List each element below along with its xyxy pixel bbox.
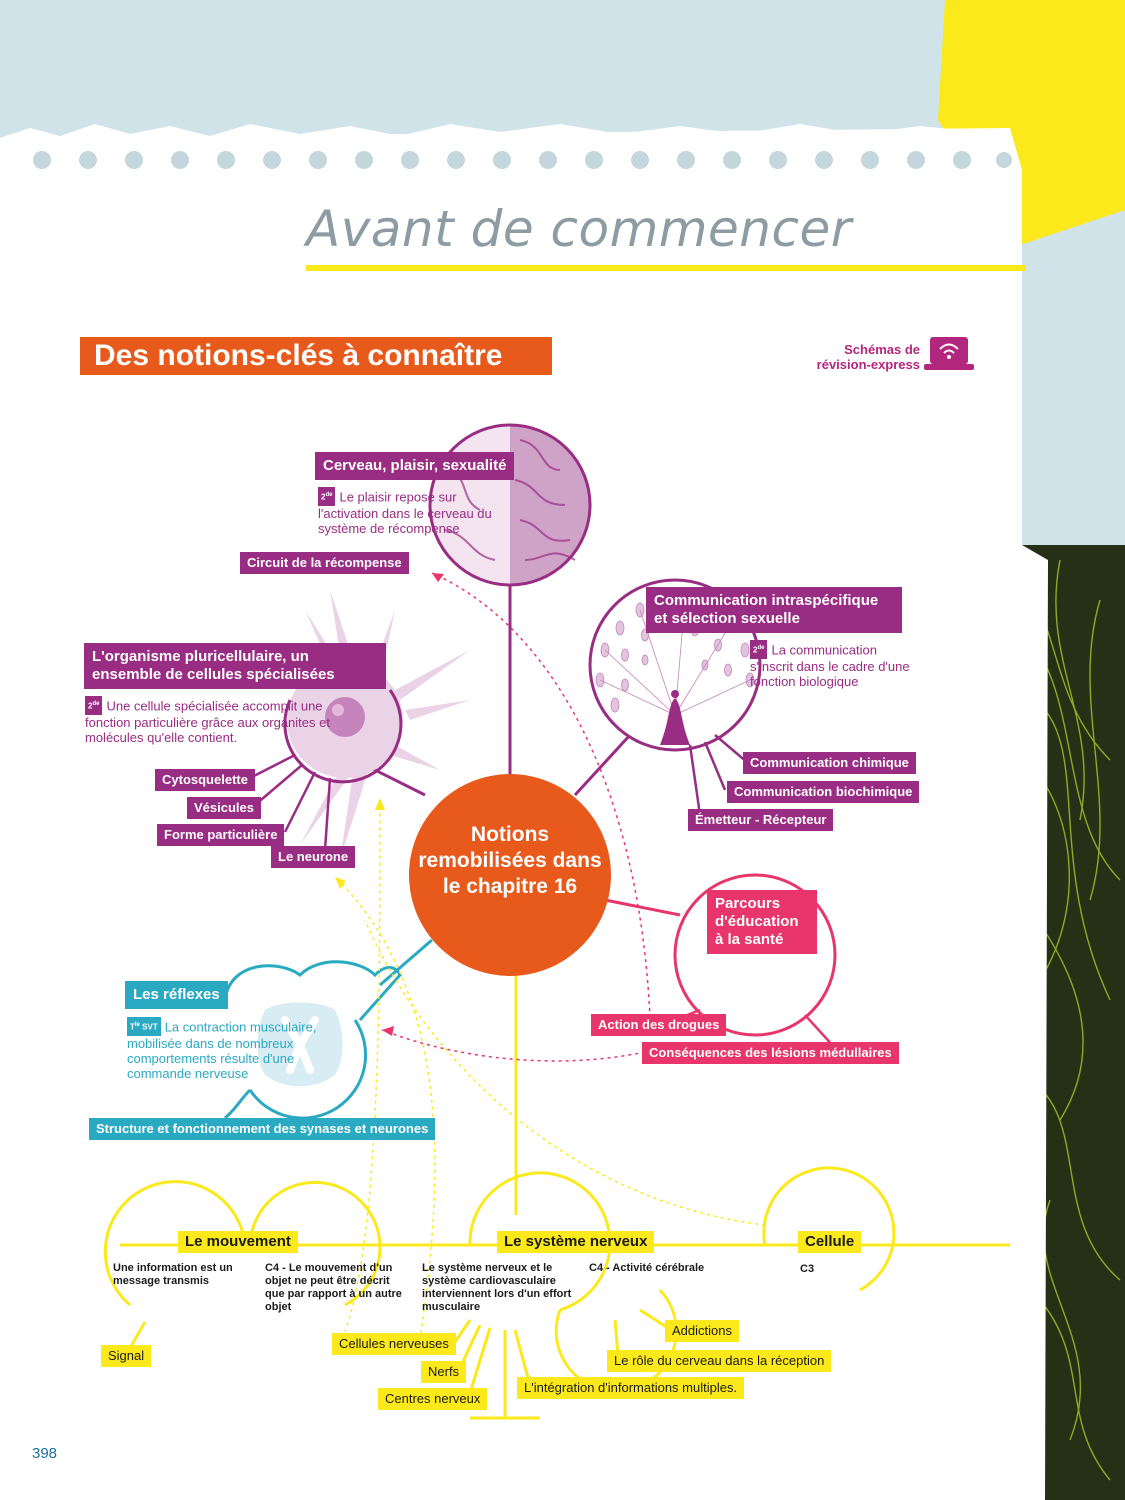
cerveau-title: Cerveau, plaisir, sexualité (315, 452, 514, 480)
page-number: 398 (32, 1445, 58, 1462)
revision-line-1: Schémas de (844, 342, 920, 357)
cellule-title: Cellule (798, 1231, 861, 1253)
tag-vesicules: Vésicules (187, 797, 261, 819)
revision-line-2: révision-express (816, 357, 920, 372)
organisme-text: Une cellule spécialisée accomplit une fonction particulière grâce aux organites et molécules qu'elle contient. (85, 698, 330, 745)
laptop-wifi-icon (924, 337, 974, 370)
tag-addictions: Addictions (665, 1320, 739, 1342)
organisme-description (85, 696, 335, 745)
center-node-label: Notions remobilisées dans le chapitre 16 (418, 823, 602, 898)
cellule-text: C3 (800, 1263, 815, 1275)
tag-emetteur-recepteur: Émetteur - Récepteur (688, 809, 833, 831)
tag-consequences-lesions: Conséquences des lésions médullaires (642, 1042, 899, 1064)
tag-cellules-nerveuses: Cellules nerveuses (332, 1333, 456, 1355)
tag-communication-chimique: Communication chimique (743, 752, 916, 774)
tag-signal: Signal (101, 1345, 151, 1367)
tag-nerfs: Nerfs (421, 1361, 466, 1383)
tag-cytosquelette: Cytosquelette (155, 769, 255, 791)
communication-title: Communication intraspécifique et sélection sexuelle (646, 587, 902, 633)
systeme-title: Le système nerveux (497, 1231, 654, 1253)
tag-forme-particuliere: Forme particulière (157, 824, 284, 846)
systeme-text-right: C4 - Activité cérébrale (589, 1262, 705, 1274)
level-badge: 2de (750, 640, 767, 659)
cerveau-text: Le plaisir repose sur l'activation dans le cerveau du système de récompense (318, 489, 492, 536)
reflexes-text: La contraction musculaire, mobilisée dans de nombreux comportements résulte d'une commande nerveuse (127, 1019, 317, 1081)
cerveau-description (318, 487, 498, 536)
level-badge: $T^{le}$ SVT (127, 1017, 161, 1036)
level-badge: 2de (85, 696, 102, 715)
tag-structure-synapses: Structure et fonctionnement des synases et neurones (89, 1118, 435, 1140)
systeme-text-left: Le système nerveux et le système cardiovasculaire interviennent lors d'un effort musculaire (422, 1262, 572, 1313)
communication-text: La communication s'inscrit dans le cadre d'une fonction biologique (750, 642, 910, 689)
level-badge: 2de (318, 487, 335, 506)
page-title: Avant de commencer (306, 200, 852, 258)
mouvement-title: Le mouvement (178, 1231, 298, 1253)
tag-circuit-recompense: Circuit de la récompense (240, 552, 409, 574)
revision-express-link[interactable] (800, 342, 920, 372)
tag-le-neurone: Le neurone (271, 846, 355, 868)
parcours-title: Parcours d'éducation à la santé (707, 890, 817, 954)
reflexes-title: Les réflexes (125, 981, 228, 1009)
reflexes-description (127, 1017, 342, 1081)
organisme-title: L'organisme pluricellulaire, un ensemble de cellules spécialisées (84, 643, 386, 689)
section-banner: Des notions-clés à connaître (80, 337, 552, 375)
mouvement-text-right: C4 - Le mouvement d'un objet ne peut être décrit que par rapport à un autre objet (265, 1262, 402, 1313)
tag-communication-biochimique: Communication biochimique (727, 781, 919, 803)
tag-role-cerveau: Le rôle du cerveau dans la réception (607, 1350, 831, 1372)
tag-centres-nerveux: Centres nerveux (378, 1388, 487, 1410)
tag-integration-informations: L'intégration d'informations multiples. (517, 1377, 744, 1399)
tag-action-drogues: Action des drogues (591, 1014, 726, 1036)
mouvement-text-left: Une information est un message transmis (113, 1262, 233, 1287)
communication-description (750, 640, 920, 689)
